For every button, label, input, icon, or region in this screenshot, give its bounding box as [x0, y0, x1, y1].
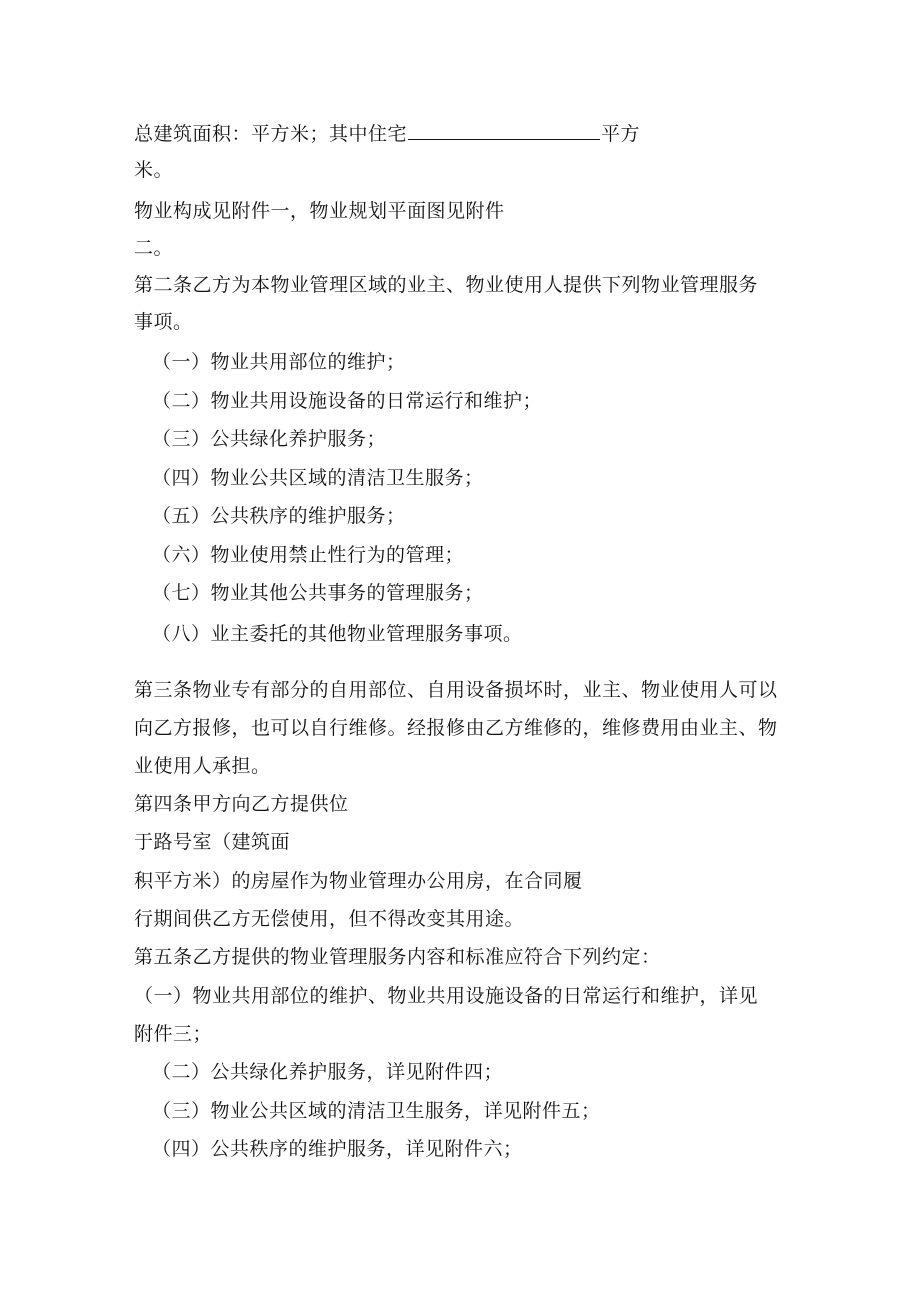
list-item: （二）物业共用设施设备的日常运行和维护； — [152, 390, 543, 412]
list-item: （四）公共秩序的维护服务，详见附件六； — [152, 1138, 523, 1160]
list-item: （四）物业公共区域的清洁卫生服务； — [152, 467, 484, 489]
text-line: 于路号室（建筑面 — [134, 831, 291, 853]
list-item: （三）物业公共区域的清洁卫生服务，详见附件五； — [152, 1100, 601, 1122]
text-line: 积平方米）的房屋作为物业管理办公用房，在合同履 — [134, 870, 583, 892]
list-item: （一）物业共用部位的维护、物业共用设施设备的日常运行和维护，详见 — [134, 985, 759, 1007]
list-item: （六）物业使用禁止性行为的管理； — [152, 544, 465, 566]
text-line: 物业构成见附件一，物业规划平面图见附件 — [134, 200, 505, 222]
list-item: （五）公共秩序的维护服务； — [152, 505, 406, 527]
list-item: （一）物业共用部位的维护； — [152, 351, 406, 373]
total-area-text: 总建筑面积：平方米；其中住宅 — [134, 123, 408, 145]
total-area-line — [134, 121, 640, 146]
text-line: 向乙方报修，也可以自行维修。经报修由乙方维修的，维修费用由业主、物 — [134, 717, 778, 739]
text-line: 业使用人承担。 — [134, 755, 271, 777]
article-4-line: 第四条甲方向乙方提供位 — [134, 793, 349, 815]
text-line: 二。 — [134, 237, 174, 259]
article-2-line: 第二条乙方为本物业管理区域的业主、物业使用人提供下列物业管理服务 — [134, 274, 759, 296]
list-item: （二）公共绿化养护服务，详见附件四； — [152, 1061, 504, 1083]
total-area-unit: 平方 — [601, 123, 641, 145]
article-3-line: 第三条物业专有部分的自用部位、自用设备损坏时，业主、物业使用人可以 — [134, 679, 778, 701]
list-item: （三）公共绿化养护服务； — [152, 428, 387, 450]
list-item: （八）业主委托的其他物业管理服务事项。 — [152, 623, 523, 645]
article-5-line: 第五条乙方提供的物业管理服务内容和标准应符合下列约定： — [134, 946, 661, 968]
text-line: 附件三； — [134, 1023, 213, 1045]
text-line: 行期间供乙方无偿使用，但不得改变其用途。 — [134, 908, 525, 930]
text-line: 事项。 — [134, 311, 193, 333]
list-item: （七）物业其他公共事务的管理服务； — [152, 582, 484, 604]
text-line: 米。 — [134, 159, 174, 181]
residential-area-blank — [408, 121, 600, 140]
